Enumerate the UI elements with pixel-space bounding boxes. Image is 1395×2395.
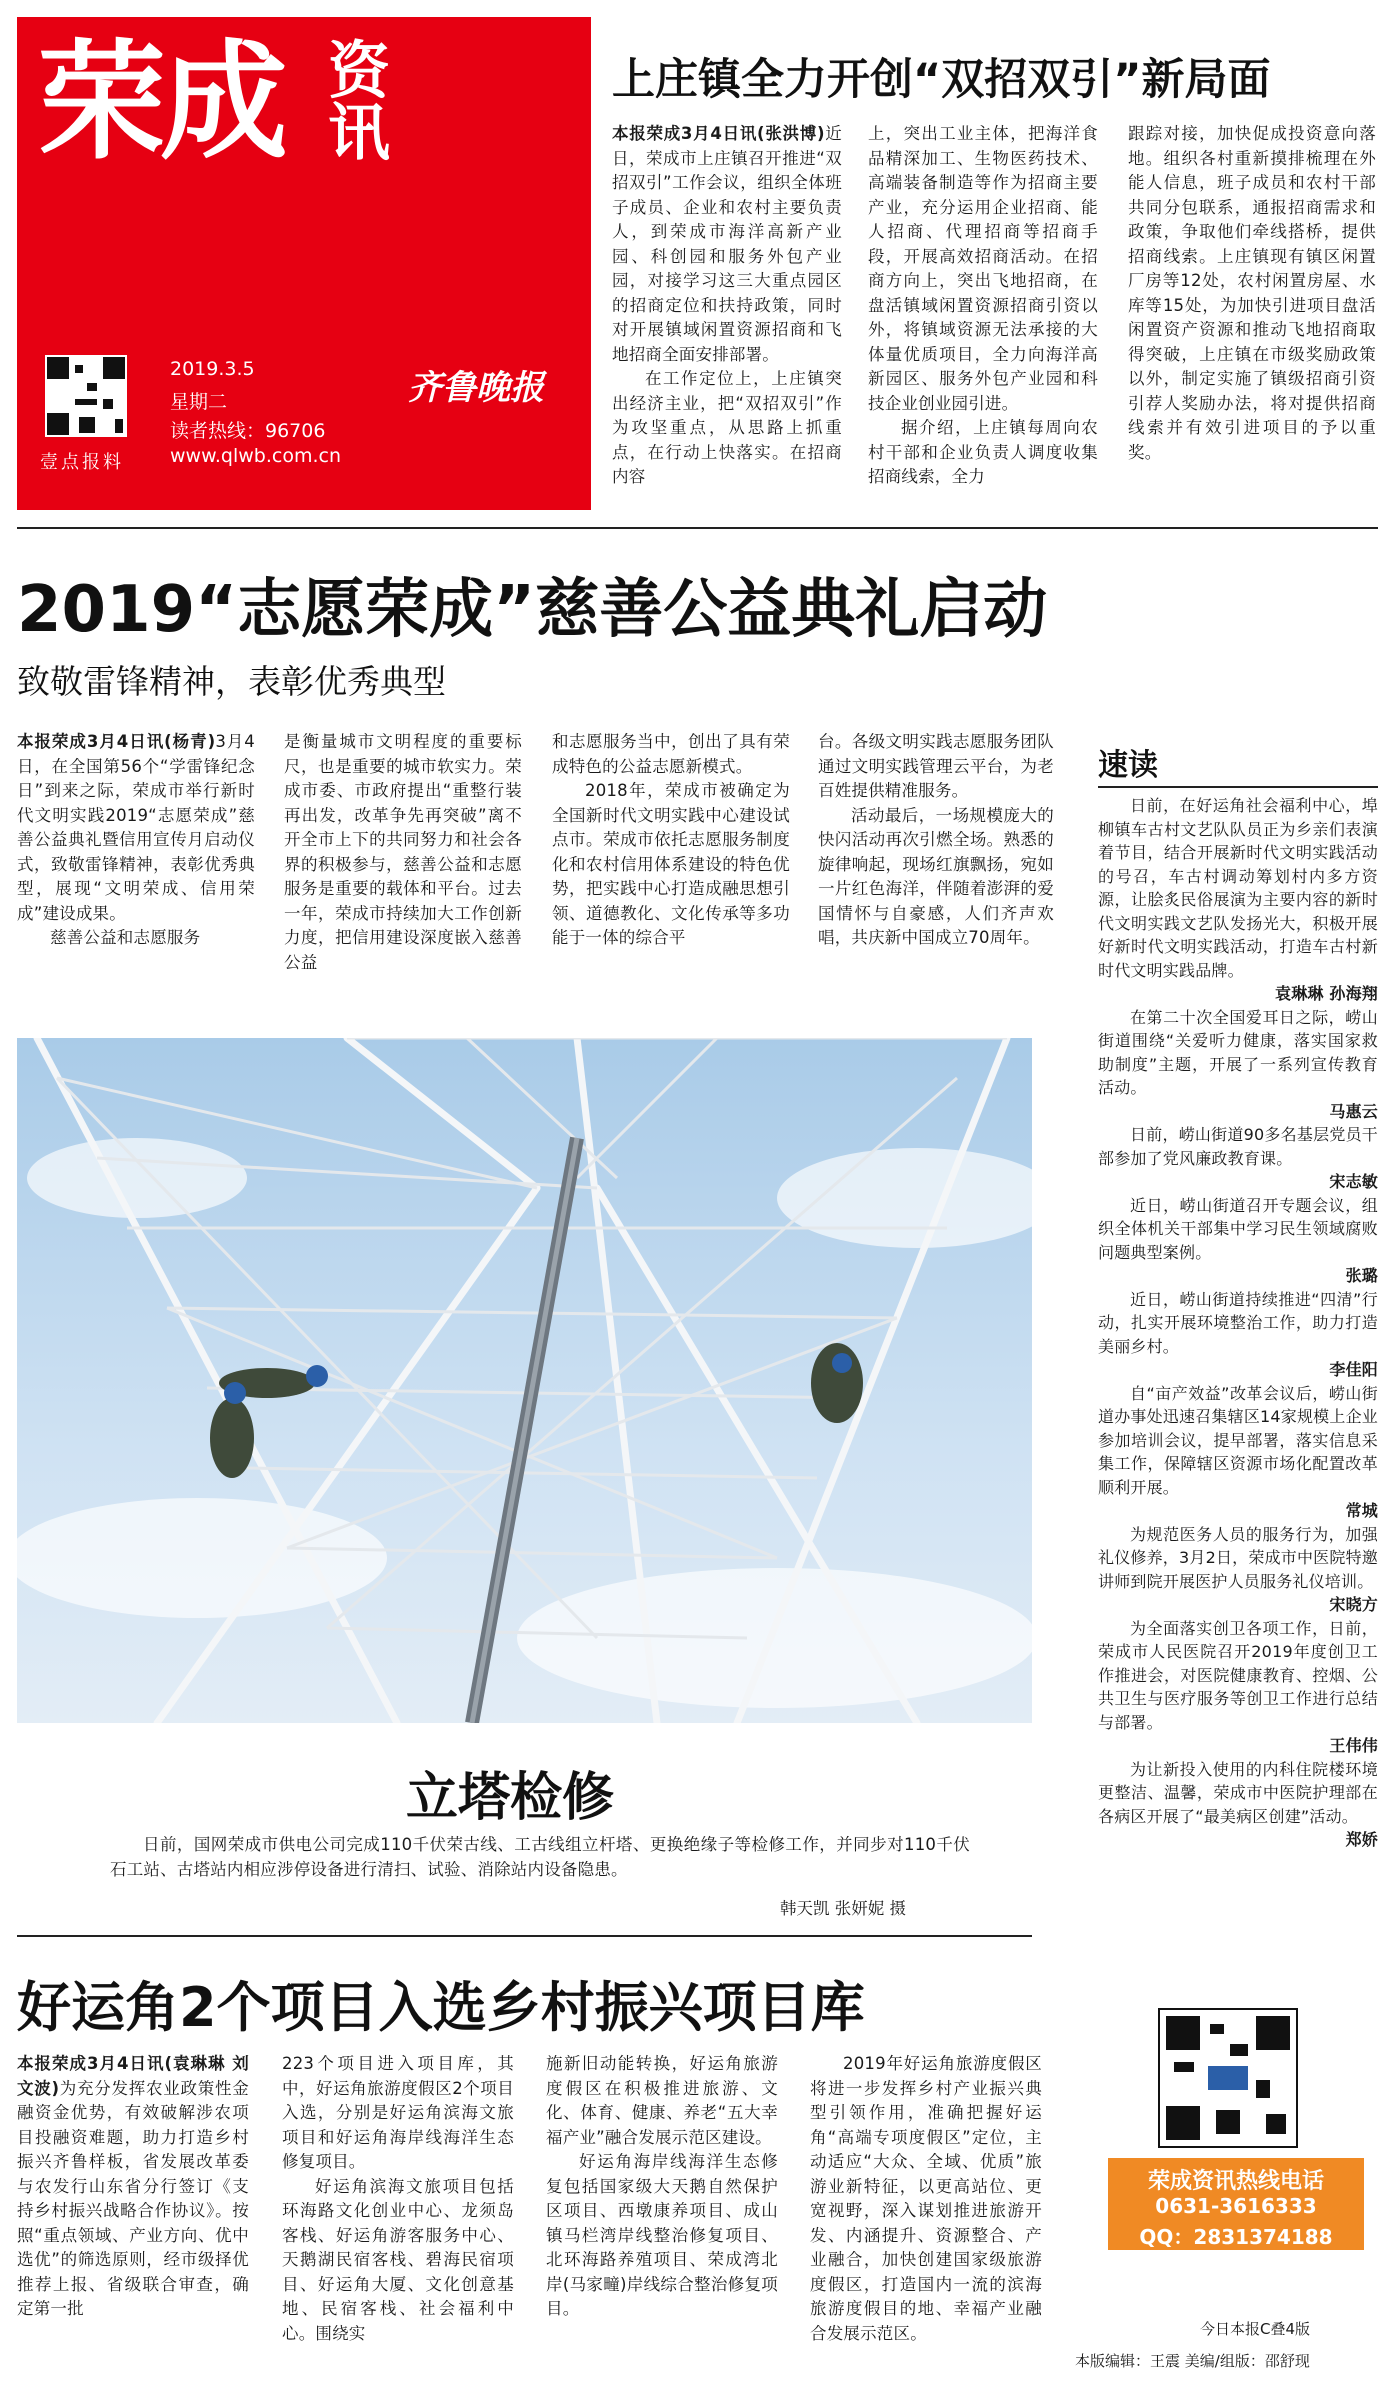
newspaper-logo: 齐鲁晚报: [408, 368, 544, 408]
brief-author: 袁琳琳 孙海翔: [1275, 984, 1378, 1003]
divider: [17, 1935, 1032, 1937]
brief-author: 李佳阳: [1329, 1360, 1378, 1379]
hotline-phone[interactable]: 0631-3616333: [1155, 2194, 1317, 2218]
article1-column-2: 上，突出工业主体，把海洋食品精深加工、生物医药技术、高端装备制造等作为招商主要产业，充分运用企业招商、能人招商、代理招商等招商手段，开展高效招商活动。在招商方向上，突出飞地招商，在盘活镇域闲置资源招商引资以外，将镇域资源无法承接的大体量优质项目，全力向海洋高新园区、服务外包产业园和科技企业创业园引进。 据介绍，上庄镇每周向农村干部和企业负责人调度收集招商线索，全力: [868, 124, 1098, 486]
article1-lead-tag: 本报荣成3月4日讯(张洪博): [612, 124, 825, 143]
photo-story-caption: 日前，国网荣成市供电公司完成110千伏荣古线、工古线组立杆塔、更换绝缘子等检修工作，并同步对110千伏石工站、古塔站内相应涉停设备进行清扫、试验、消除站内设备隐患。: [110, 1835, 970, 1879]
quick-read-rule: [1098, 786, 1378, 788]
masthead-weekday: 星期二: [170, 391, 228, 413]
masthead-qr-code[interactable]: [45, 355, 127, 437]
article3-lead-tag: 本报荣成3月4日讯(袁琳琳 刘文波): [17, 2054, 249, 2098]
article2-column-2: 是衡量城市文明程度的重要标尺，也是重要的城市软实力。荣成市委、市政府提出“重整行装再出发，改革争先再突破”离不开全市上下的共同努力和社会各界的积极参与，慈善公益和志愿服务是重要的载体和平台。过去一年，荣成市持续加大工作创新力度，把信用建设深度嵌入慈善公益: [284, 732, 522, 972]
article1-column-3: 跟踪对接，加快促成投资意向落地。组织各村重新摸排梳理在外能人信息，班子成员和农村干部共同分包联系，通报招商需求和政策，争取他们牵线搭桥，提供招商线索。上庄镇现有镇区闲置厂房等12处，农村闲置房屋、水库等15处，为加快引进项目盘活闲置资产资源和推动飞地招商取得突破，上庄镇在市级奖励政策以外，制定实施了镇级招商引资引荐人奖励办法，将对提供招商线索并有效引进项目的予以重奖。: [1128, 124, 1376, 462]
article3-column-3: 施新旧动能转换，好运角旅游度假区在积极推进旅游、文化、体育、健康、养老“五大幸福产业”融合发展示范区建设。 好运角海岸线海洋生态修复包括国家级大天鹅自然保护区项目、西墩康养项目、成山镇马栏湾岸线整治修复项目、北环海路养殖项目、荣成湾北岸(马家疃)岸线综合整治修复项目。: [546, 2054, 778, 2318]
article1-title: 上庄镇全力开创“双招双引”新局面: [612, 55, 1271, 105]
article2-column-1: 本报荣成3月4日讯(杨青)3月4日，在全国第56个“学雷锋纪念日”到来之际，荣成市举行新时代文明实践2019“志愿荣成”慈善公益典礼暨信用宣传月启动仪式，致敬雷锋精神，表彰优秀典型，展现“文明荣成、信用荣成”建设成果。 慈善公益和志愿服务: [17, 732, 255, 947]
article2-subtitle: 致敬雷锋精神，表彰优秀典型: [17, 662, 446, 701]
article1-column-1: 本报荣成3月4日讯(张洪博)近日，荣成市上庄镇召开推进“双招双引”工作会议，组织全体班子成员、企业和农村主要负责人，到荣成市海洋高新产业园、科创园和服务外包产业园，对接学习这三大重点园区的招商定位和扶持政策，同时对开展镇域闲置资源招商和飞地招商全面安排部署。 在工作定位上，上庄镇突出经济主业，把“双招双引”作为攻坚重点，从思路上抓重点，在行动上快落实。在招商内容: [612, 124, 842, 486]
hotline-qq[interactable]: QQ：2831374188: [1139, 2225, 1333, 2249]
tower-illustration: [17, 1038, 1032, 1723]
brief-author: 常城: [1345, 1501, 1378, 1520]
footer-editors: 本版编辑：王震 美编/组版：邵舒现: [1075, 2352, 1310, 2370]
masthead-website[interactable]: www.qlwb.com.cn: [170, 445, 341, 467]
brief-author: 王伟伟: [1329, 1736, 1378, 1755]
article3-title: 好运角2个项目入选乡村振兴项目库: [17, 1976, 865, 2039]
masthead-title: 荣成: [38, 28, 283, 177]
article2-column-4: 台。各级文明实践志愿服务团队通过文明实践管理云平台，为老百姓提供精准服务。 活动最后，一场规模庞大的快闪活动再次引燃全场。熟悉的旋律响起，现场红旗飘扬，宛如一片红色海洋，伴随着澎湃的爱国情怀与自豪感，人们齐声欢唱，共庆新中国成立70周年。: [818, 732, 1054, 947]
brief-author: 宋志敏: [1329, 1172, 1378, 1191]
qr-caption: 壹点报料: [40, 452, 124, 473]
quick-read-list: 日前，在好运角社会福利中心，埠柳镇车古村文艺队队员正为乡亲们表演着节目，结合开展新时代文明实践活动的号召，车古村调动筹划村内多方资源，让脍炙民俗展演为主要内容的新时代文明实践文艺队发扬光大，积极开展好新时代文明实践活动，打造车古村新时代文明实践品牌。 袁琳琳 孙海翔 在第二十次全国爱耳日之际，崂山街道围绕“关爱听力健康，落实国家救助制度”主题，开展了一系列宣传教育活动。 马惠云 日前，崂山街道90多名基层党员干部参加了党风廉政教育课。 宋志敏 近日，崂山街道召开专题会议，组织全体机关干部集中学习民生领域腐败问题典型案例。 张璐 近日，崂山街道持续推进“四清”行动，扎实开展环境整治工作，助力打造美丽乡村。 李佳阳 自“亩产效益”改革会议后，崂山街道办事处迅速召集辖区14家规模上企业参加培训会议，提早部署，落实信息采集工作，保障辖区资源市场化配置改革顺利开展。 常城 为规范医务人员的服务行为，加强礼仪修养，3月2日，荣成市中医院特邀讲师到院开展医护人员服务礼仪培训。 宋晓方 为全面落实创卫各项工作，日前，荣成市人民医院召开2019年度创卫工作推进会，对医院健康教育、控烟、公共卫生与医疗服务等创卫工作进行总结与部署。 王伟伟 为让新投入使用的内科住院楼环境更整洁、温馨，荣成市中医院护理部在各病区开展了“最美病区创建”活动。 郑娇: [1098, 794, 1378, 1852]
article3-column-2: 223个项目进入项目库，其中，好运角旅游度假区2个项目入选，分别是好运角滨海文旅项目和好运角海岸线海洋生态修复项目。 好运角滨海文旅项目包括环海路文化创业中心、龙须岛客栈、好运角游客服务中心、天鹅湖民宿客栈、碧海民宿项目、好运角大厦、文化创意基地、民宿客栈、社会福利中心。围绕实: [282, 2054, 514, 2343]
article2-lead-tag: 本报荣成3月4日讯(杨青): [17, 732, 216, 751]
article2-title: 2019“志愿荣成”慈善公益典礼启动: [17, 573, 1048, 647]
article2-column-3: 和志愿服务当中，创出了具有荣成特色的公益志愿新模式。 2018年，荣成市被确定为全国新时代文明实践中心建设试点市。荣成市依托志愿服务制度化和农村信用体系建设的特色优势，把实践中心打造成融思想引领、道德教化、文化传承等多功能于一体的综合平: [552, 732, 790, 947]
masthead-date: 2019.3.5: [170, 358, 255, 380]
brief-author: 宋晓方: [1329, 1595, 1378, 1614]
photo-story-title: 立塔检修: [406, 1768, 615, 1828]
photo-credit: 韩天凯 张妍妮 摄: [780, 1899, 906, 1918]
brief-author: 郑娇: [1345, 1830, 1378, 1849]
footer-pages: 今日本报C叠4版: [1200, 2320, 1311, 2338]
article3-column-1: 本报荣成3月4日讯(袁琳琳 刘文波)为充分发挥农业政策性金融资金优势，有效破解涉农项目投融资难题，助力打造乡村振兴齐鲁样板，省发展改革委与农发行山东省分行签订《支持乡村振兴战略合作协议》。按照“重点领域、产业方向、优中选优”的筛选原则，经市级择优推荐上报、省级联合审查，确定第一批: [17, 2054, 249, 2318]
hotline-title: 荣成资讯热线电话: [1147, 2169, 1324, 2194]
hotline-qr-code[interactable]: [1158, 2008, 1298, 2148]
article3-column-4: 2019年好运角旅游度假区将进一步发挥乡村产业振兴典型引领作用，准确把握好运角“高端专项度假区”定位，主动适应“大众、全域、优质”旅游业新特征，以更高站位、更宽视野，深入谋划推进旅游开发、内涵提升、资源整合、产业融合，加快创建国家级旅游度假区，打造国内一流的滨海旅游度假目的地、幸福产业融合发展示范区。: [810, 2054, 1042, 2343]
divider: [17, 527, 1378, 529]
quick-read-title: 速读: [1098, 748, 1158, 783]
tower-repair-photo: [17, 1038, 1032, 1723]
masthead-title-small: 资讯: [328, 34, 391, 169]
brief-author: 张璐: [1345, 1266, 1378, 1285]
masthead-hotline: 读者热线：96706: [170, 420, 326, 442]
brief-author: 马惠云: [1329, 1101, 1378, 1121]
